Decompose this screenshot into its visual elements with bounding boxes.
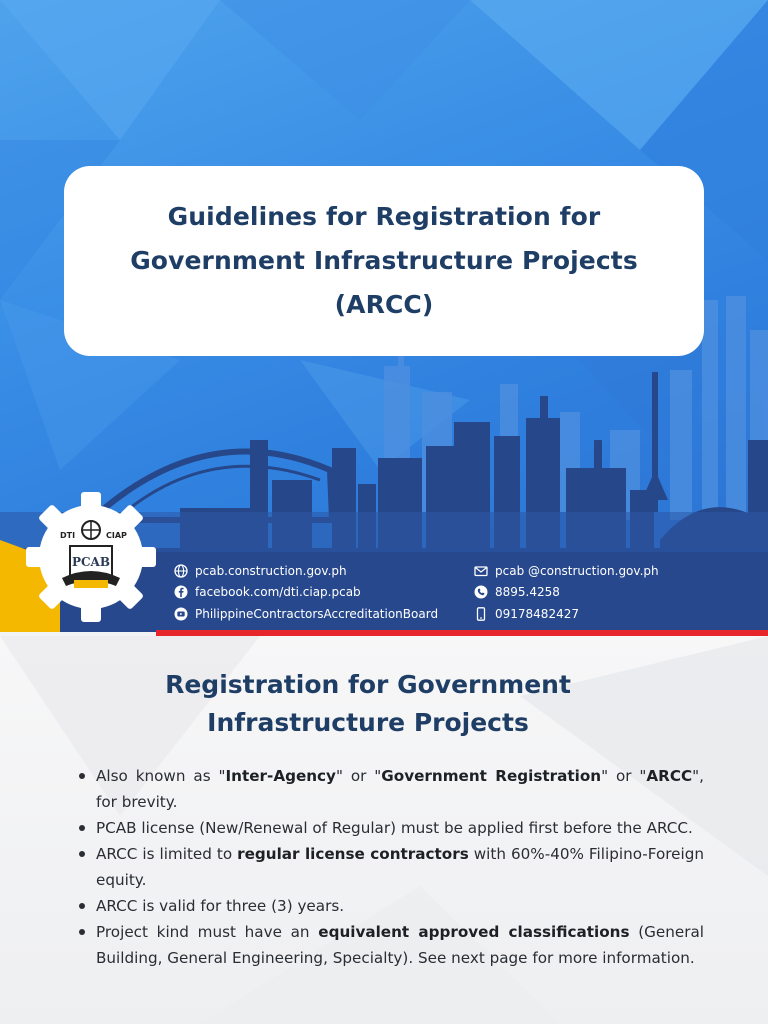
logo-left-text: DTI [60,531,76,540]
section-title-line-2: Infrastructure Projects [207,708,529,737]
bullet-item [96,763,704,815]
mobile-icon [474,607,488,621]
section-title-line-1: Registration for Government [165,670,571,699]
bullet-text: with 60%-40% Filipino-Foreign equity. [96,845,704,889]
bullet-text: Project kind must have an [96,923,319,941]
bullet-emphasis: ARCC [646,767,693,785]
contact-website-text: pcab.construction.gov.ph [195,563,347,578]
section-title [0,666,736,742]
globe-icon [174,564,188,578]
bullet-text: " or " [335,767,382,785]
bullet-item [96,919,704,971]
contact-facebook-text: facebook.com/dti.ciap.pcab [195,585,361,600]
mail-icon [474,564,488,578]
contacts-right [474,560,659,625]
bullet-item [96,841,704,893]
title-line-3: (ARCC) [334,290,434,319]
contact-youtube-text: PhilippineContractorsAccreditationBoard [195,606,439,621]
contact-website[interactable] [174,560,438,582]
contact-phone[interactable] [474,582,659,604]
bullet-text: PCAB license (New/Renewal of Regular) must be applied first before the ARCC. [96,819,693,837]
bullet-emphasis: Inter-Agency [225,767,336,785]
bullet-text: ARCC is valid for three (3) years. [96,897,345,915]
contact-mobile-text: 09178482427 [495,606,579,621]
contact-facebook[interactable] [174,582,438,604]
facebook-icon [174,585,188,599]
bullet-item [96,815,704,841]
bullet-text: ARCC is limited to [96,845,238,863]
contact-email[interactable] [474,560,659,582]
contact-email-text: pcab @construction.gov.ph [495,563,659,578]
title-card [64,166,704,356]
bullet-emphasis: equivalent approved classifications [318,923,630,941]
bullet-text: " or " [601,767,647,785]
bullet-emphasis: Government Registration [381,767,602,785]
bullet-text: (General Building, General Engineering, Specialty). See next page for more information. [96,923,705,967]
bullet-item [96,893,704,919]
guideline-bullets [96,763,704,971]
title-line-2: Government Infrastructure Projects [130,246,638,275]
contact-youtube[interactable] [174,603,438,625]
logo-center-text: PCAB [71,555,111,569]
bullet-text: Also known as " [96,767,226,785]
title-line-1: Guidelines for Registration for [167,202,601,231]
bullet-text: ", for brevity. [96,767,704,811]
contacts-left [174,560,438,625]
contact-phone-text: 8895.4258 [495,585,560,600]
youtube-icon [174,607,188,621]
pcab-gear-logo [24,490,158,624]
phone-icon [474,585,488,599]
contact-mobile[interactable] [474,603,659,625]
logo-right-text: CIAP [106,531,127,540]
bullet-emphasis: regular license contractors [237,845,469,863]
